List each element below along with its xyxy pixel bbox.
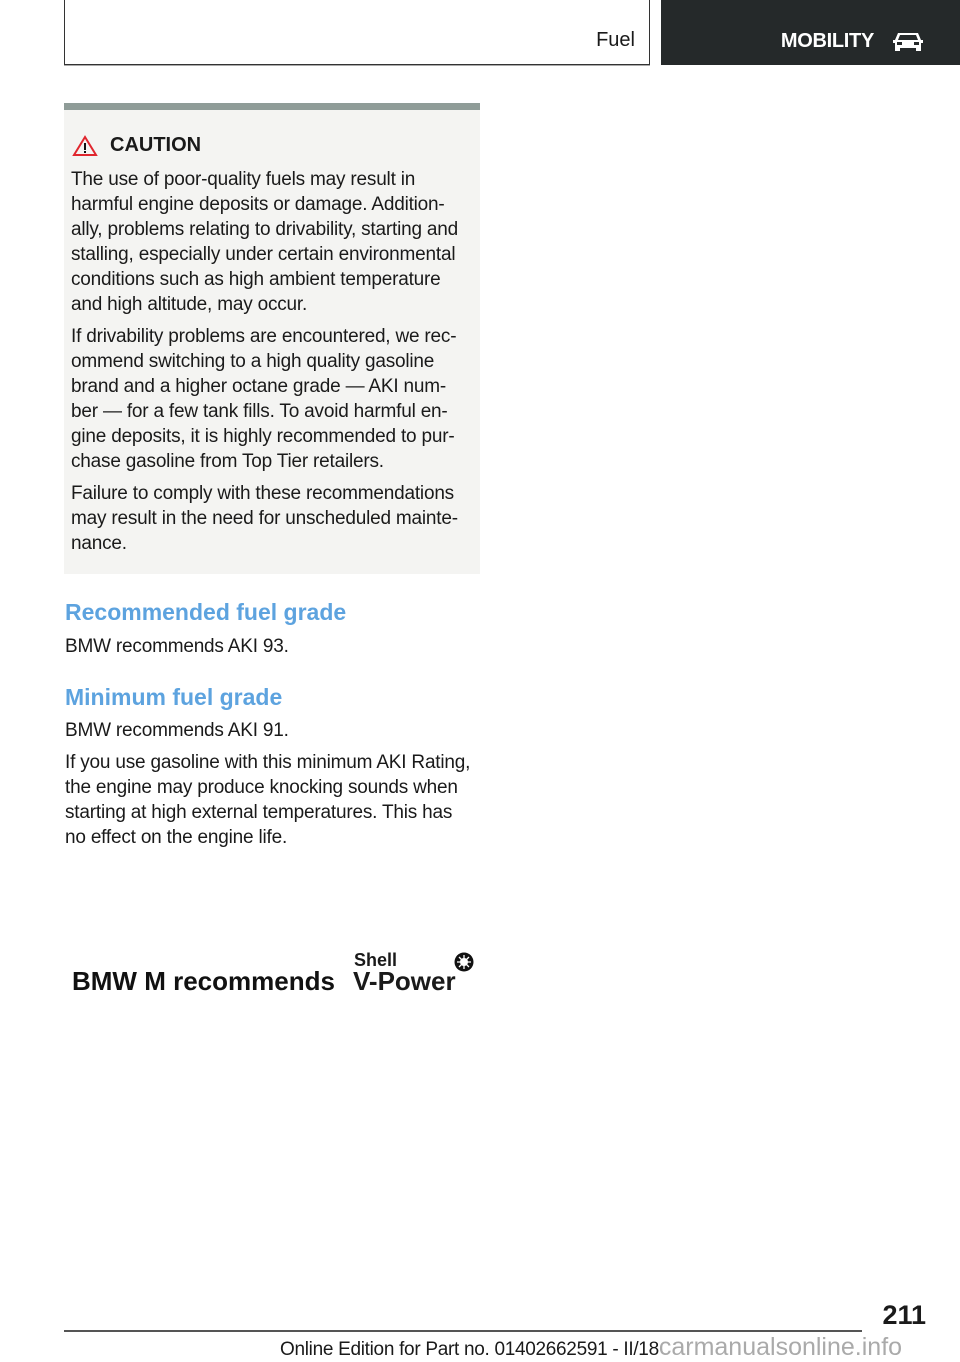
text-line: The use of poor-quality fuels may result in: [71, 169, 416, 190]
shell-vpower-ad: [72, 950, 482, 1000]
caution-box: [64, 103, 480, 574]
caution-paragraph: [71, 167, 458, 317]
text-line: gine deposits, it is highly recommended to pur-: [71, 426, 455, 447]
text-line: may result in the need for unscheduled mainte-: [71, 508, 458, 529]
minimum-fuel-text: BMW recommends AKI 91.: [65, 720, 289, 741]
text-line: nance.: [71, 533, 127, 554]
text-line: ber — for a few tank fills. To avoid harmful en-: [71, 401, 448, 422]
minimum-fuel-paragraph: [65, 750, 470, 850]
page-number: 211: [882, 1300, 926, 1330]
shell-logo-text: Shell: [354, 950, 398, 970]
text-line: If drivability problems are encountered, we rec-: [71, 326, 457, 347]
text-line: ally, problems relating to drivability, starting and: [71, 219, 459, 240]
recommended-fuel-heading: Recommended fuel grade: [65, 599, 347, 625]
caution-title: CAUTION: [110, 134, 202, 156]
text-line: chase gasoline from Top Tier retailers.: [71, 451, 384, 472]
text-line: conditions such as high ambient temperature: [71, 269, 441, 290]
header-section-box: [64, 0, 650, 65]
vpower-logo-text: V-Power: [353, 966, 456, 996]
section-title: Fuel: [596, 29, 635, 51]
text-line: starting at high external temperatures. This has: [65, 802, 453, 823]
ad-text: BMW M recommends: [72, 966, 335, 996]
text-line: stalling, especially under certain environmental: [71, 244, 456, 265]
text-line: harmful engine deposits or damage. Addition-: [71, 194, 445, 215]
footer-line: [280, 1333, 902, 1362]
text-line: the engine may produce knocking sounds when: [65, 777, 458, 798]
text-line: and high altitude, may occur.: [71, 294, 308, 315]
text-line: ommend switching to a high quality gasoline: [71, 351, 435, 372]
caution-paragraph: [71, 481, 458, 556]
text-line: Failure to comply with these recommendations: [71, 483, 454, 504]
footer-rule: [64, 1330, 862, 1332]
warning-triangle-icon: [72, 135, 98, 157]
chapter-label: MOBILITY: [780, 30, 874, 52]
text-line: If you use gasoline with this minimum AKI Rating,: [65, 752, 471, 773]
text-line: no effect on the engine life.: [65, 827, 288, 848]
caution-paragraph: [71, 324, 458, 474]
car-icon: [892, 29, 924, 53]
edition-text: Online Edition for Part no. 01402662591 - II/18: [280, 1339, 659, 1360]
text-line: brand and a higher octane grade — AKI num-: [71, 376, 447, 397]
recommended-fuel-text: BMW recommends AKI 93.: [65, 636, 289, 657]
minimum-fuel-heading: Minimum fuel grade: [65, 684, 283, 710]
watermark: carmanualsonline.info: [658, 1333, 903, 1361]
vpower-badge-icon: [454, 952, 474, 972]
chapter-tab[interactable]: [661, 0, 960, 65]
